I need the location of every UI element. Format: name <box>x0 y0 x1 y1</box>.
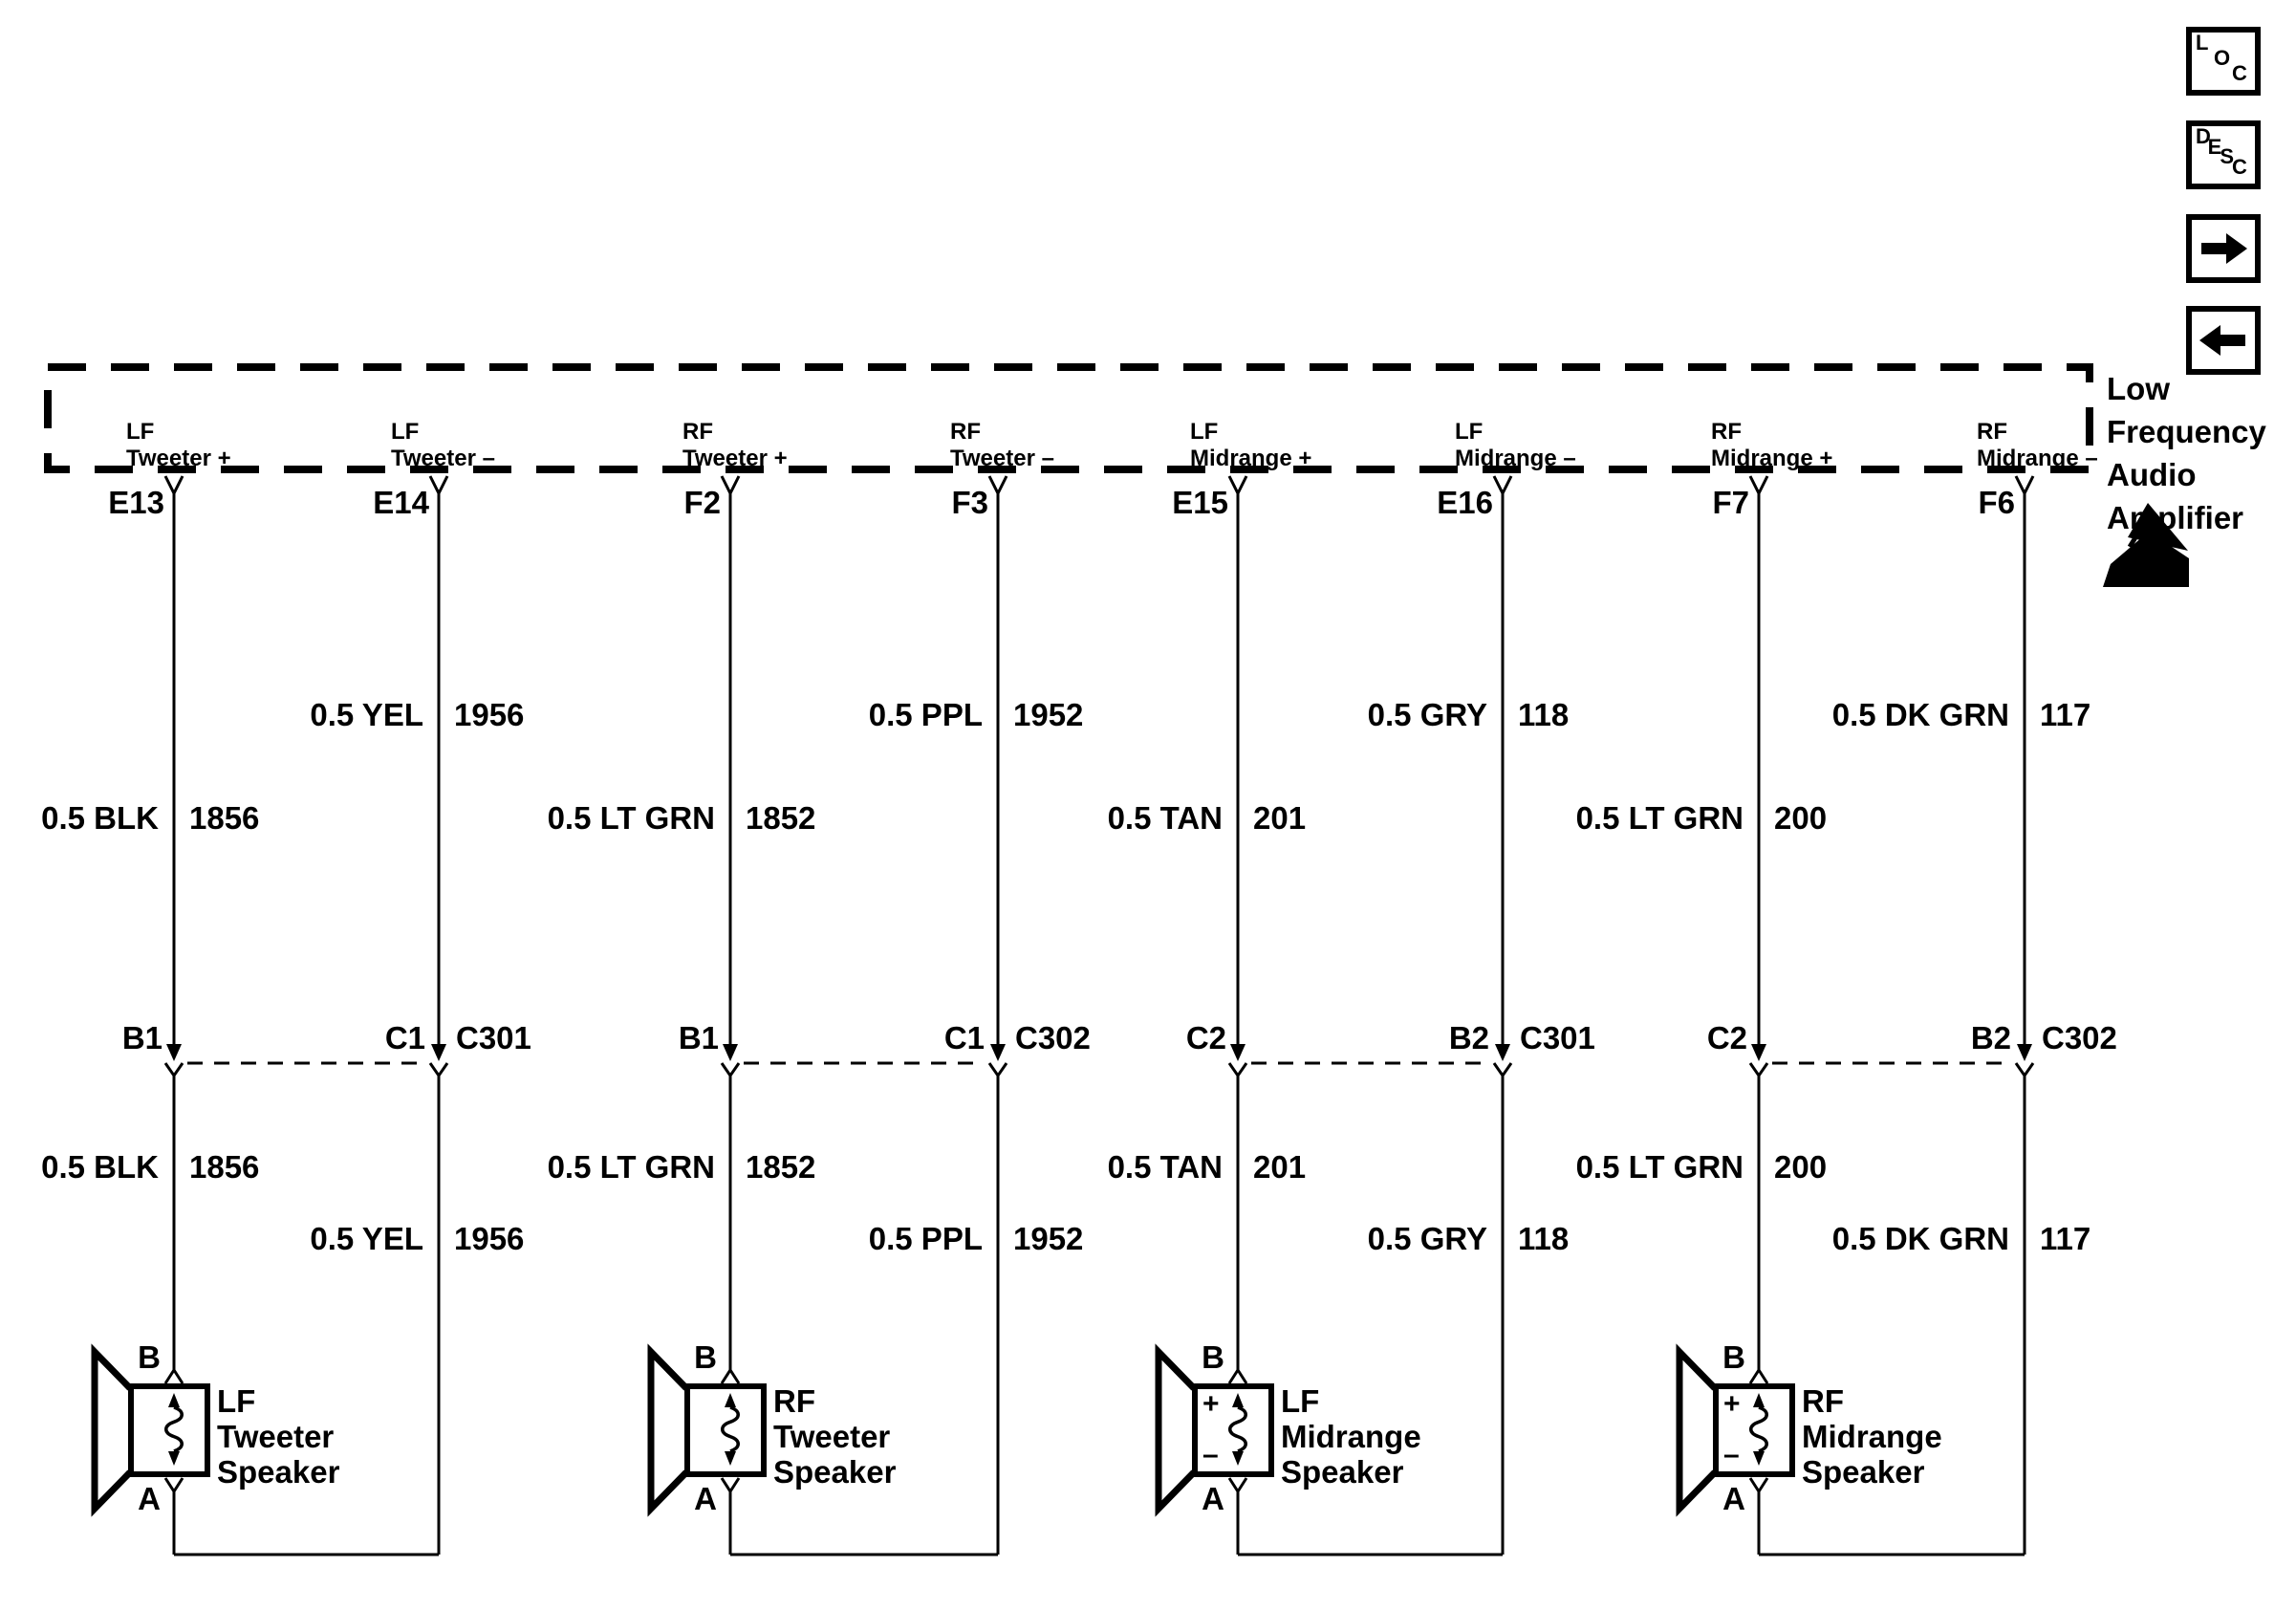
amplifier-name-line: Amplifier <box>2107 500 2244 535</box>
wire-circuit-label: 1952 <box>1013 697 1084 732</box>
wire-color-label: 0.5 GRY <box>1367 1221 1487 1256</box>
amp-pin-label-line: RF <box>1711 419 1742 445</box>
wire-color-label: 0.5 YEL <box>310 697 423 732</box>
amplifier-name-line: Audio <box>2107 457 2197 492</box>
amp-pin-label-line: Tweeter + <box>682 446 788 472</box>
amp-pin-label-line: Tweeter – <box>950 446 1054 472</box>
amp-pin-label <box>126 419 231 473</box>
amp-pin-label-line: Midrange – <box>1455 446 1576 472</box>
pin-label: F2 <box>683 485 721 520</box>
back-button[interactable] <box>2186 306 2261 375</box>
pin-label: E13 <box>108 485 164 520</box>
pin-label: E15 <box>1172 485 1228 520</box>
amp-pin-label-line: Tweeter + <box>126 446 231 472</box>
amp-pin-label-line: LF <box>1455 419 1484 445</box>
speaker-name-line: Speaker <box>1802 1453 1925 1490</box>
wire-color-label: 0.5 LT GRN <box>1575 1149 1744 1185</box>
speaker-polarity-minus: – <box>1202 1439 1219 1470</box>
wire-color-label: 0.5 DK GRN <box>1831 697 2009 732</box>
speaker-name-label <box>1281 1384 1421 1490</box>
speaker-pin-label: A <box>138 1481 161 1516</box>
speaker-name-line: RF <box>1802 1383 1844 1419</box>
amplifier-name-label <box>2107 367 2266 539</box>
speaker-pin-label: A <box>694 1481 717 1516</box>
right-arrow-icon <box>2192 220 2255 277</box>
wire-circuit-label: 200 <box>1774 1149 1828 1185</box>
speaker-pin-label: A <box>1722 1481 1745 1516</box>
wire-circuit-label: 1856 <box>189 800 260 836</box>
wire-circuit-label: 200 <box>1774 800 1828 836</box>
speaker-pin-label: A <box>1202 1481 1224 1516</box>
wire-color-label: 0.5 LT GRN <box>547 800 715 836</box>
amplifier-name-line: Low <box>2107 371 2170 406</box>
speaker-pin-label: B <box>138 1339 161 1375</box>
amp-pin-label-line: LF <box>1190 419 1219 445</box>
connector-pin-label: B1 <box>121 1020 162 1055</box>
pin-label: F3 <box>951 485 988 520</box>
wire-color-label: 0.5 LT GRN <box>547 1149 715 1185</box>
speaker-name-line: RF <box>773 1383 815 1419</box>
speaker-name-line: Tweeter <box>217 1418 335 1454</box>
connector-name-label: C301 <box>1520 1020 1595 1055</box>
amp-pin-label <box>1190 419 1311 473</box>
connector-pin-label: C1 <box>943 1020 985 1055</box>
amp-pin-label-line: LF <box>126 419 155 445</box>
speaker-name-line: LF <box>1281 1383 1320 1419</box>
connector-name-label: C301 <box>456 1020 531 1055</box>
wire-circuit-label: 1956 <box>454 1221 525 1256</box>
amp-pin-label-line: RF <box>950 419 981 445</box>
connector-pin-label: B2 <box>1448 1020 1489 1055</box>
wire-circuit-label: 1852 <box>746 800 816 836</box>
amp-pin-label-line: LF <box>391 419 420 445</box>
wire-color-label: 0.5 DK GRN <box>1831 1221 2009 1256</box>
speaker-name-line: Speaker <box>773 1453 897 1490</box>
speaker-pin-label: B <box>694 1339 717 1375</box>
wire-color-label: 0.5 PPL <box>868 697 983 732</box>
pin-label: E16 <box>1437 485 1493 520</box>
pin-label: F6 <box>1978 485 2015 520</box>
wire-color-label: 0.5 GRY <box>1367 697 1487 732</box>
amp-pin-label-line: Midrange + <box>1190 446 1312 472</box>
speaker-name-line: LF <box>217 1383 256 1419</box>
speaker-name-label <box>773 1384 896 1490</box>
wire-color-label: 0.5 BLK <box>41 800 159 836</box>
wire-color-label: 0.5 TAN <box>1107 1149 1223 1185</box>
amp-pin-label-line: Midrange + <box>1711 446 1833 472</box>
wire-circuit-label: 117 <box>2040 697 2091 732</box>
speaker-pin-label: B <box>1722 1339 1745 1375</box>
connector-name-label: C302 <box>1015 1020 1091 1055</box>
amp-pin-label <box>1455 419 1576 473</box>
connector-name-label: C302 <box>2042 1020 2117 1055</box>
wire-circuit-label: 201 <box>1253 800 1307 836</box>
speaker-name-line: Tweeter <box>773 1418 891 1454</box>
connector-pin-label: B1 <box>678 1020 719 1055</box>
speaker-polarity-plus: + <box>1723 1388 1741 1420</box>
speaker-name-line: Speaker <box>217 1453 340 1490</box>
amp-pin-label <box>682 419 788 473</box>
wire-circuit-label: 1852 <box>746 1149 816 1185</box>
amp-pin-label <box>1977 419 2098 473</box>
amp-pin-label-line: Tweeter – <box>391 446 495 472</box>
speaker-name-label <box>1802 1384 1942 1490</box>
amplifier-name-line: Frequency <box>2107 414 2266 449</box>
wire-circuit-label: 1956 <box>454 697 525 732</box>
amp-pin-label <box>391 419 495 473</box>
wire-color-label: 0.5 LT GRN <box>1575 800 1744 836</box>
wire-color-label: 0.5 BLK <box>41 1149 159 1185</box>
loc-button-label: L O C <box>2196 31 2247 85</box>
connector-pin-label: C2 <box>1185 1020 1226 1055</box>
desc-button[interactable] <box>2186 120 2261 189</box>
connector-pin-label: B2 <box>1970 1020 2011 1055</box>
speaker-name-line: Midrange <box>1802 1418 1942 1454</box>
speaker-name-line: Midrange <box>1281 1418 1421 1454</box>
wire-circuit-label: 118 <box>1518 697 1570 732</box>
speaker-polarity-minus: – <box>1723 1439 1740 1470</box>
speaker-polarity-plus: + <box>1202 1388 1220 1420</box>
wire-color-label: 0.5 PPL <box>868 1221 983 1256</box>
speaker-pin-label: B <box>1202 1339 1224 1375</box>
left-arrow-icon <box>2192 312 2255 369</box>
loc-button[interactable] <box>2186 27 2261 96</box>
forward-button[interactable] <box>2186 214 2261 283</box>
wire-circuit-label: 118 <box>1518 1221 1570 1256</box>
connector-pin-label: C1 <box>384 1020 425 1055</box>
speaker-name-line: Speaker <box>1281 1453 1404 1490</box>
wire-color-label: 0.5 TAN <box>1107 800 1223 836</box>
amp-pin-label <box>950 419 1054 473</box>
amp-pin-label <box>1711 419 1832 473</box>
wire-circuit-label: 1952 <box>1013 1221 1084 1256</box>
wire-circuit-label: 1856 <box>189 1149 260 1185</box>
pin-label: F7 <box>1712 485 1749 520</box>
connector-pin-label: C2 <box>1706 1020 1747 1055</box>
speaker-name-label <box>217 1384 339 1490</box>
pin-label: E14 <box>373 485 429 520</box>
amp-pin-label-line: Midrange – <box>1977 446 2098 472</box>
wire-color-label: 0.5 YEL <box>310 1221 423 1256</box>
wire-circuit-label: 201 <box>1253 1149 1307 1185</box>
wire-circuit-label: 117 <box>2040 1221 2091 1256</box>
amp-pin-label-line: RF <box>682 419 713 445</box>
amp-pin-label-line: RF <box>1977 419 2007 445</box>
desc-button-label: D E S C <box>2196 124 2247 179</box>
